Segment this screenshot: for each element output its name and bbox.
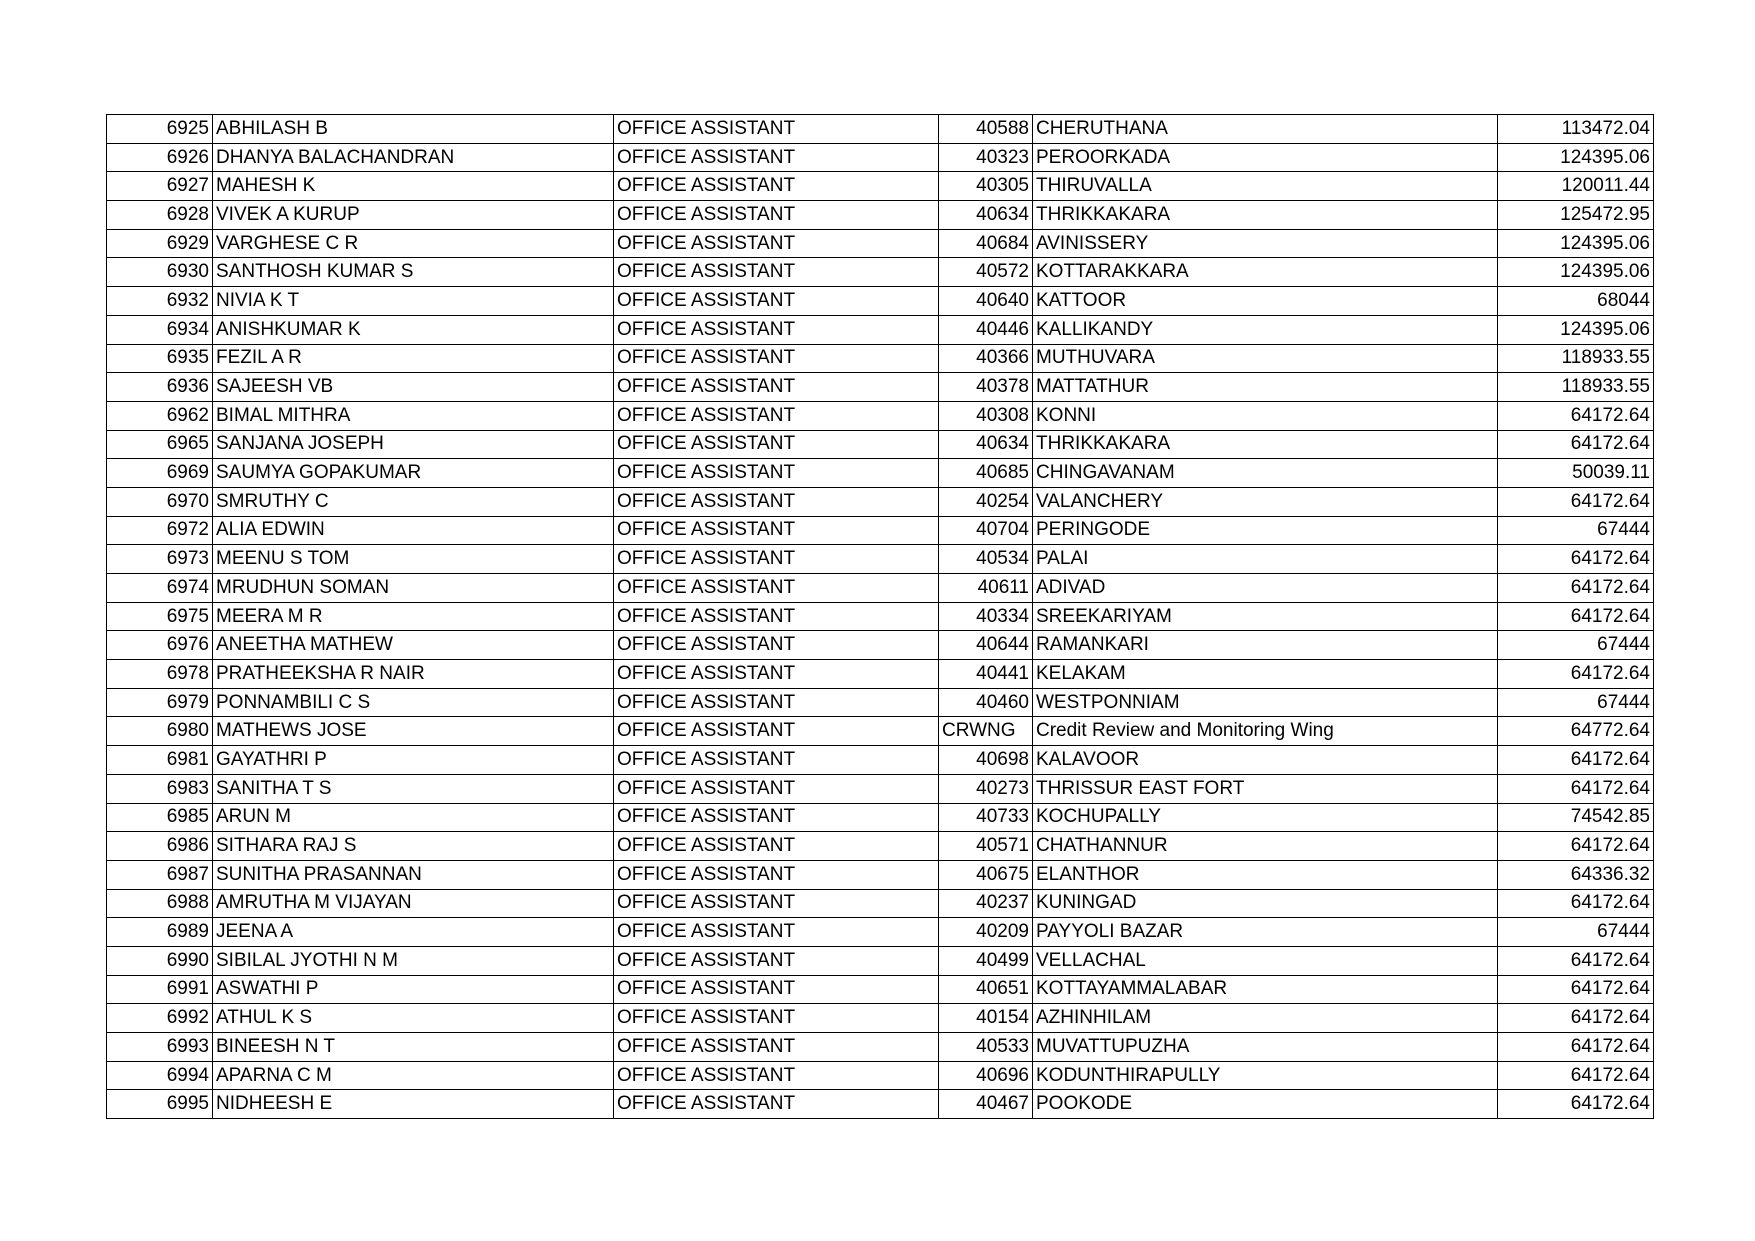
cell-designation: OFFICE ASSISTANT (614, 287, 939, 316)
cell-designation: OFFICE ASSISTANT (614, 1033, 939, 1062)
cell-id: 6987 (107, 860, 213, 889)
cell-name: VARGHESE C R (213, 229, 614, 258)
cell-branch-code: 40209 (939, 918, 1033, 947)
cell-branch-name: VALANCHERY (1033, 487, 1498, 516)
cell-amount: 64772.64 (1498, 717, 1654, 746)
cell-branch-name: AVINISSERY (1033, 229, 1498, 258)
cell-branch-name: PALAI (1033, 545, 1498, 574)
cell-id: 6928 (107, 201, 213, 230)
cell-branch-code: 40460 (939, 688, 1033, 717)
table-row (107, 315, 1654, 344)
cell-name: SUNITHA PRASANNAN (213, 860, 614, 889)
cell-amount: 125472.95 (1498, 201, 1654, 230)
cell-amount: 64172.64 (1498, 602, 1654, 631)
cell-id: 6962 (107, 401, 213, 430)
cell-branch-name: PEROORKADA (1033, 143, 1498, 172)
cell-branch-name: KUNINGAD (1033, 889, 1498, 918)
table-row (107, 430, 1654, 459)
cell-id: 6986 (107, 832, 213, 861)
cell-name: SANTHOSH KUMAR S (213, 258, 614, 287)
cell-name: ATHUL K S (213, 1004, 614, 1033)
cell-name: ABHILASH B (213, 115, 614, 144)
cell-designation: OFFICE ASSISTANT (614, 1090, 939, 1119)
cell-id: 6979 (107, 688, 213, 717)
cell-id: 6983 (107, 774, 213, 803)
cell-amount: 64172.64 (1498, 430, 1654, 459)
cell-name: ANEETHA MATHEW (213, 631, 614, 660)
cell-amount: 124395.06 (1498, 258, 1654, 287)
cell-designation: OFFICE ASSISTANT (614, 860, 939, 889)
cell-branch-name: WESTPONNIAM (1033, 688, 1498, 717)
cell-id: 6929 (107, 229, 213, 258)
cell-amount: 50039.11 (1498, 459, 1654, 488)
cell-branch-name: KONNI (1033, 401, 1498, 430)
cell-branch-name: THRIKKAKARA (1033, 201, 1498, 230)
cell-branch-code: CRWNG (939, 717, 1033, 746)
cell-designation: OFFICE ASSISTANT (614, 258, 939, 287)
cell-branch-name: ADIVAD (1033, 574, 1498, 603)
cell-branch-code: 40684 (939, 229, 1033, 258)
cell-branch-name: SREEKARIYAM (1033, 602, 1498, 631)
table-row (107, 1061, 1654, 1090)
cell-designation: OFFICE ASSISTANT (614, 660, 939, 689)
cell-branch-code: 40378 (939, 373, 1033, 402)
cell-designation: OFFICE ASSISTANT (614, 1061, 939, 1090)
table-row (107, 975, 1654, 1004)
cell-id: 6975 (107, 602, 213, 631)
cell-branch-name: ELANTHOR (1033, 860, 1498, 889)
table-row (107, 258, 1654, 287)
table-row (107, 774, 1654, 803)
cell-id: 6990 (107, 946, 213, 975)
cell-name: SAUMYA GOPAKUMAR (213, 459, 614, 488)
cell-designation: OFFICE ASSISTANT (614, 516, 939, 545)
cell-name: ALIA EDWIN (213, 516, 614, 545)
cell-branch-name: MUVATTUPUZHA (1033, 1033, 1498, 1062)
cell-branch-name: CHINGAVANAM (1033, 459, 1498, 488)
cell-branch-code: 40634 (939, 201, 1033, 230)
cell-designation: OFFICE ASSISTANT (614, 746, 939, 775)
cell-branch-name: KELAKAM (1033, 660, 1498, 689)
cell-amount: 64172.64 (1498, 1090, 1654, 1119)
cell-designation: OFFICE ASSISTANT (614, 1004, 939, 1033)
cell-id: 6992 (107, 1004, 213, 1033)
cell-name: VIVEK A KURUP (213, 201, 614, 230)
cell-name: NIDHEESH E (213, 1090, 614, 1119)
cell-amount: 113472.04 (1498, 115, 1654, 144)
cell-amount: 64172.64 (1498, 401, 1654, 430)
table-row (107, 860, 1654, 889)
cell-id: 6974 (107, 574, 213, 603)
cell-branch-name: KALLIKANDY (1033, 315, 1498, 344)
cell-name: MEENU S TOM (213, 545, 614, 574)
cell-branch-name: PERINGODE (1033, 516, 1498, 545)
cell-name: MEERA M R (213, 602, 614, 631)
cell-amount: 64172.64 (1498, 1061, 1654, 1090)
cell-amount: 64172.64 (1498, 487, 1654, 516)
table-row (107, 832, 1654, 861)
cell-branch-code: 40704 (939, 516, 1033, 545)
cell-designation: OFFICE ASSISTANT (614, 946, 939, 975)
cell-designation: OFFICE ASSISTANT (614, 344, 939, 373)
cell-branch-code: 40467 (939, 1090, 1033, 1119)
table-row (107, 459, 1654, 488)
cell-branch-name: KOTTARAKKARA (1033, 258, 1498, 287)
cell-name: BIMAL MITHRA (213, 401, 614, 430)
cell-designation: OFFICE ASSISTANT (614, 315, 939, 344)
cell-designation: OFFICE ASSISTANT (614, 201, 939, 230)
table-row (107, 1033, 1654, 1062)
cell-id: 6978 (107, 660, 213, 689)
cell-branch-name: THRISSUR EAST FORT (1033, 774, 1498, 803)
cell-designation: OFFICE ASSISTANT (614, 143, 939, 172)
cell-designation: OFFICE ASSISTANT (614, 545, 939, 574)
cell-name: PONNAMBILI C S (213, 688, 614, 717)
cell-name: MATHEWS JOSE (213, 717, 614, 746)
cell-branch-code: 40366 (939, 344, 1033, 373)
cell-name: BINEESH N T (213, 1033, 614, 1062)
cell-amount: 64172.64 (1498, 545, 1654, 574)
cell-branch-name: KOCHUPALLY (1033, 803, 1498, 832)
table-body (107, 115, 1654, 1119)
cell-branch-code: 40640 (939, 287, 1033, 316)
table-row (107, 172, 1654, 201)
cell-name: ARUN M (213, 803, 614, 832)
cell-branch-name: CHATHANNUR (1033, 832, 1498, 861)
cell-id: 6927 (107, 172, 213, 201)
cell-amount: 64172.64 (1498, 832, 1654, 861)
cell-designation: OFFICE ASSISTANT (614, 688, 939, 717)
table-row (107, 115, 1654, 144)
cell-branch-name: RAMANKARI (1033, 631, 1498, 660)
cell-branch-code: 40237 (939, 889, 1033, 918)
cell-designation: OFFICE ASSISTANT (614, 631, 939, 660)
cell-designation: OFFICE ASSISTANT (614, 574, 939, 603)
cell-name: SMRUTHY C (213, 487, 614, 516)
cell-name: SAJEESH VB (213, 373, 614, 402)
cell-name: MAHESH K (213, 172, 614, 201)
cell-name: ANISHKUMAR K (213, 315, 614, 344)
cell-id: 6935 (107, 344, 213, 373)
cell-designation: OFFICE ASSISTANT (614, 459, 939, 488)
cell-amount: 64172.64 (1498, 574, 1654, 603)
cell-name: SANITHA T S (213, 774, 614, 803)
cell-designation: OFFICE ASSISTANT (614, 172, 939, 201)
cell-amount: 64172.64 (1498, 660, 1654, 689)
cell-branch-code: 40534 (939, 545, 1033, 574)
cell-id: 6972 (107, 516, 213, 545)
cell-id: 6991 (107, 975, 213, 1004)
cell-branch-code: 40499 (939, 946, 1033, 975)
table-row (107, 803, 1654, 832)
cell-branch-code: 40323 (939, 143, 1033, 172)
cell-branch-code: 40685 (939, 459, 1033, 488)
cell-amount: 64172.64 (1498, 774, 1654, 803)
cell-name: ASWATHI P (213, 975, 614, 1004)
cell-branch-name: CHERUTHANA (1033, 115, 1498, 144)
cell-designation: OFFICE ASSISTANT (614, 373, 939, 402)
cell-branch-name: KOTTAYAMMALABAR (1033, 975, 1498, 1004)
cell-name: APARNA C M (213, 1061, 614, 1090)
cell-name: SITHARA RAJ S (213, 832, 614, 861)
cell-designation: OFFICE ASSISTANT (614, 229, 939, 258)
cell-name: GAYATHRI P (213, 746, 614, 775)
cell-amount: 64172.64 (1498, 975, 1654, 1004)
cell-branch-code: 40571 (939, 832, 1033, 861)
cell-branch-code: 40572 (939, 258, 1033, 287)
table-row (107, 143, 1654, 172)
table-row (107, 545, 1654, 574)
table-row (107, 602, 1654, 631)
cell-amount: 67444 (1498, 631, 1654, 660)
cell-designation: OFFICE ASSISTANT (614, 975, 939, 1004)
cell-id: 6988 (107, 889, 213, 918)
table-row (107, 1090, 1654, 1119)
cell-branch-code: 40154 (939, 1004, 1033, 1033)
cell-name: FEZIL A R (213, 344, 614, 373)
cell-branch-name: MUTHUVARA (1033, 344, 1498, 373)
table-row (107, 946, 1654, 975)
cell-amount: 64336.32 (1498, 860, 1654, 889)
cell-id: 6973 (107, 545, 213, 574)
cell-id: 6925 (107, 115, 213, 144)
cell-amount: 124395.06 (1498, 143, 1654, 172)
cell-branch-name: Credit Review and Monitoring Wing (1033, 717, 1498, 746)
cell-id: 6985 (107, 803, 213, 832)
cell-amount: 118933.55 (1498, 373, 1654, 402)
cell-branch-code: 40634 (939, 430, 1033, 459)
cell-id: 6934 (107, 315, 213, 344)
cell-amount: 124395.06 (1498, 229, 1654, 258)
cell-amount: 64172.64 (1498, 889, 1654, 918)
staff-table (106, 114, 1654, 1119)
table-row (107, 373, 1654, 402)
table-row (107, 344, 1654, 373)
cell-branch-code: 40733 (939, 803, 1033, 832)
cell-branch-code: 40254 (939, 487, 1033, 516)
cell-branch-name: AZHINHILAM (1033, 1004, 1498, 1033)
cell-branch-code: 40644 (939, 631, 1033, 660)
cell-branch-code: 40533 (939, 1033, 1033, 1062)
table-row (107, 487, 1654, 516)
cell-branch-name: KODUNTHIRAPULLY (1033, 1061, 1498, 1090)
cell-amount: 74542.85 (1498, 803, 1654, 832)
cell-id: 6980 (107, 717, 213, 746)
cell-designation: OFFICE ASSISTANT (614, 918, 939, 947)
cell-branch-name: POOKODE (1033, 1090, 1498, 1119)
cell-branch-code: 40696 (939, 1061, 1033, 1090)
cell-name: SANJANA JOSEPH (213, 430, 614, 459)
cell-branch-code: 40308 (939, 401, 1033, 430)
cell-branch-code: 40588 (939, 115, 1033, 144)
table-row (107, 631, 1654, 660)
cell-designation: OFFICE ASSISTANT (614, 430, 939, 459)
cell-id: 6989 (107, 918, 213, 947)
table-row (107, 660, 1654, 689)
cell-designation: OFFICE ASSISTANT (614, 717, 939, 746)
table-row (107, 287, 1654, 316)
cell-id: 6981 (107, 746, 213, 775)
table-row (107, 746, 1654, 775)
table-row (107, 229, 1654, 258)
cell-name: PRATHEEKSHA R NAIR (213, 660, 614, 689)
cell-id: 6994 (107, 1061, 213, 1090)
cell-id: 6970 (107, 487, 213, 516)
cell-designation: OFFICE ASSISTANT (614, 487, 939, 516)
cell-name: AMRUTHA M VIJAYAN (213, 889, 614, 918)
table-row (107, 516, 1654, 545)
cell-id: 6993 (107, 1033, 213, 1062)
cell-branch-name: VELLACHAL (1033, 946, 1498, 975)
cell-branch-name: PAYYOLI BAZAR (1033, 918, 1498, 947)
cell-designation: OFFICE ASSISTANT (614, 803, 939, 832)
table-row (107, 688, 1654, 717)
table-row (107, 918, 1654, 947)
cell-amount: 64172.64 (1498, 746, 1654, 775)
cell-id: 6930 (107, 258, 213, 287)
table-row (107, 574, 1654, 603)
cell-branch-name: THIRUVALLA (1033, 172, 1498, 201)
cell-amount: 67444 (1498, 918, 1654, 947)
cell-branch-code: 40273 (939, 774, 1033, 803)
cell-branch-code: 40446 (939, 315, 1033, 344)
cell-branch-name: THRIKKAKARA (1033, 430, 1498, 459)
cell-amount: 124395.06 (1498, 315, 1654, 344)
cell-designation: OFFICE ASSISTANT (614, 832, 939, 861)
cell-id: 6965 (107, 430, 213, 459)
table-row (107, 1004, 1654, 1033)
cell-id: 6932 (107, 287, 213, 316)
cell-branch-code: 40441 (939, 660, 1033, 689)
cell-designation: OFFICE ASSISTANT (614, 401, 939, 430)
cell-amount: 64172.64 (1498, 1033, 1654, 1062)
cell-designation: OFFICE ASSISTANT (614, 774, 939, 803)
cell-branch-code: 40611 (939, 574, 1033, 603)
cell-amount: 64172.64 (1498, 946, 1654, 975)
table-row (107, 717, 1654, 746)
cell-name: SIBILAL JYOTHI N M (213, 946, 614, 975)
cell-branch-name: MATTATHUR (1033, 373, 1498, 402)
cell-amount: 67444 (1498, 516, 1654, 545)
table-row (107, 889, 1654, 918)
table-row (107, 201, 1654, 230)
cell-amount: 64172.64 (1498, 1004, 1654, 1033)
cell-designation: OFFICE ASSISTANT (614, 602, 939, 631)
cell-amount: 120011.44 (1498, 172, 1654, 201)
cell-designation: OFFICE ASSISTANT (614, 889, 939, 918)
cell-name: NIVIA K T (213, 287, 614, 316)
cell-amount: 67444 (1498, 688, 1654, 717)
cell-id: 6926 (107, 143, 213, 172)
cell-name: MRUDHUN SOMAN (213, 574, 614, 603)
cell-branch-code: 40651 (939, 975, 1033, 1004)
cell-branch-name: KATTOOR (1033, 287, 1498, 316)
cell-branch-code: 40334 (939, 602, 1033, 631)
cell-id: 6995 (107, 1090, 213, 1119)
cell-amount: 68044 (1498, 287, 1654, 316)
cell-branch-code: 40698 (939, 746, 1033, 775)
cell-id: 6976 (107, 631, 213, 660)
table-row (107, 401, 1654, 430)
cell-id: 6936 (107, 373, 213, 402)
cell-branch-code: 40305 (939, 172, 1033, 201)
cell-name: JEENA A (213, 918, 614, 947)
cell-branch-name: KALAVOOR (1033, 746, 1498, 775)
cell-designation: OFFICE ASSISTANT (614, 115, 939, 144)
cell-name: DHANYA BALACHANDRAN (213, 143, 614, 172)
cell-branch-code: 40675 (939, 860, 1033, 889)
cell-id: 6969 (107, 459, 213, 488)
cell-amount: 118933.55 (1498, 344, 1654, 373)
